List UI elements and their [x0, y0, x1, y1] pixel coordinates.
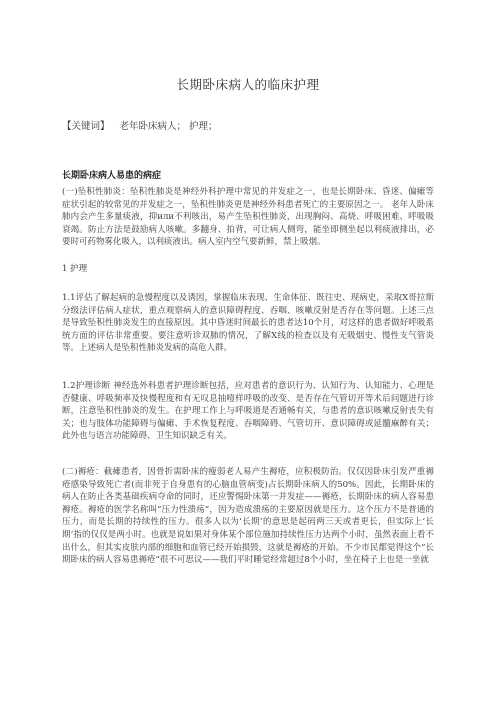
paragraph-assessment: 1.1评估了解起病的急慢程度以及诱因，掌握临床表现、生命体征、既往史、现病史，采取X哥拉斯分级法评估病人症状，重点观察病人的意识障碍程度、吞咽、咳嗽反射是否存在等问题。上述三点是导致坠积性肺炎发生的直接原因。其中昏迷时间最长的患者达10个月，对这样的患者做好呼吸系统方面的评估非常重要。要注意听诊双肺的情况，了解X线的检查以及有无吸烟史、慢性支气管炎等。上述病人是坠积性肺炎发病的高危人群。	[62, 293, 434, 354]
paragraph-bedsore: (二)褥疮：截瘫患者，因骨折需卧床的瘦弱老人易产生褥疮，应积极防治。仅仅因卧床引发严重褥疮感染导致死亡者(而非死于自身患有的心脑血管病变)占长期卧床病人的50%。因此，长期卧床的病人在防止各类基础疾病夺命的同时，还应警惕卧床第一并发症——褥疮，长期卧床的病人容易患褥疮。褥疮的医学名称叫“压力性溃疡”，因为造成溃疡的主要原因就是压力。这个压力不是普通的压力，而是长期的持续性的压力。很多人以为‘长期’的意思是起码两三天或者更长，但实际上‘长期’指的仅仅是两小时。也就是说如果对身体某个部位施加持续性压力达两个小时，虽然表面上看不出什么，但其实皮肤内部的细胞和血管已经开始损毁，这就是褥疮的开始。不少市民都觉得这个”长期卧床的病人容易患褥疮“很不可思议——我们平时睡觉经常超过8个小时，坐在椅子上也是一坐就	[62, 467, 434, 566]
keywords-line	[62, 118, 218, 132]
document-title: 长期卧床病人的临床护理	[176, 77, 320, 92]
section-heading: 长期卧床病人易患的病症	[62, 171, 162, 181]
subheading-care: 1 护理	[62, 264, 88, 274]
paragraph-diagnosis: 1.2护理诊断 神经选外科患者护理诊断包括，应对患者的意识行为、认知行为、认知能力、心理是否健康、呼吸频率及快慢程度和有无叹息抽噎样呼吸的改变、是否存在气管切开等术后问题进行诊断，注意坠积性肺炎的发生。在护理工作上与呼吸道是否通畅有关，与患者的意识咳嗽反射丧失有关；也与肢体功能障碍与偏瘫、手术恢复程度、吞咽障碍、气管切开、意识障碍或延髓麻醉有关；此外也与语言功能障碍、卫生知识缺乏有关。	[62, 381, 434, 442]
keywords-value: 老年卧床病人； 护理；	[119, 121, 218, 132]
keywords-label: 【关键词】	[62, 121, 110, 132]
paragraph-pneumonia: (一)坠积性肺炎：坠积性肺炎是神经外科护理中常见的并发症之一，也是长期卧床、昏迷、偏瘫等症状引起的较常见的并发症之一，坠积性肺炎更是神经外科患者死亡的主要原因之一。 老年人卧床肺内会产生多量痰液，抑или不利咳出，易产生坠积性肺炎，出现胸闷、高烧、呼吸困难、呼吸吸衰竭。防止方法是鼓励病人咳嗽。多翻身、拍背，可让病人侧弯，能坐即侧坐起以利痰液排出，必要时可药物雾化吸入，以利痰液出。病人室内空气要新鲜，禁上吸烟。	[62, 187, 434, 248]
